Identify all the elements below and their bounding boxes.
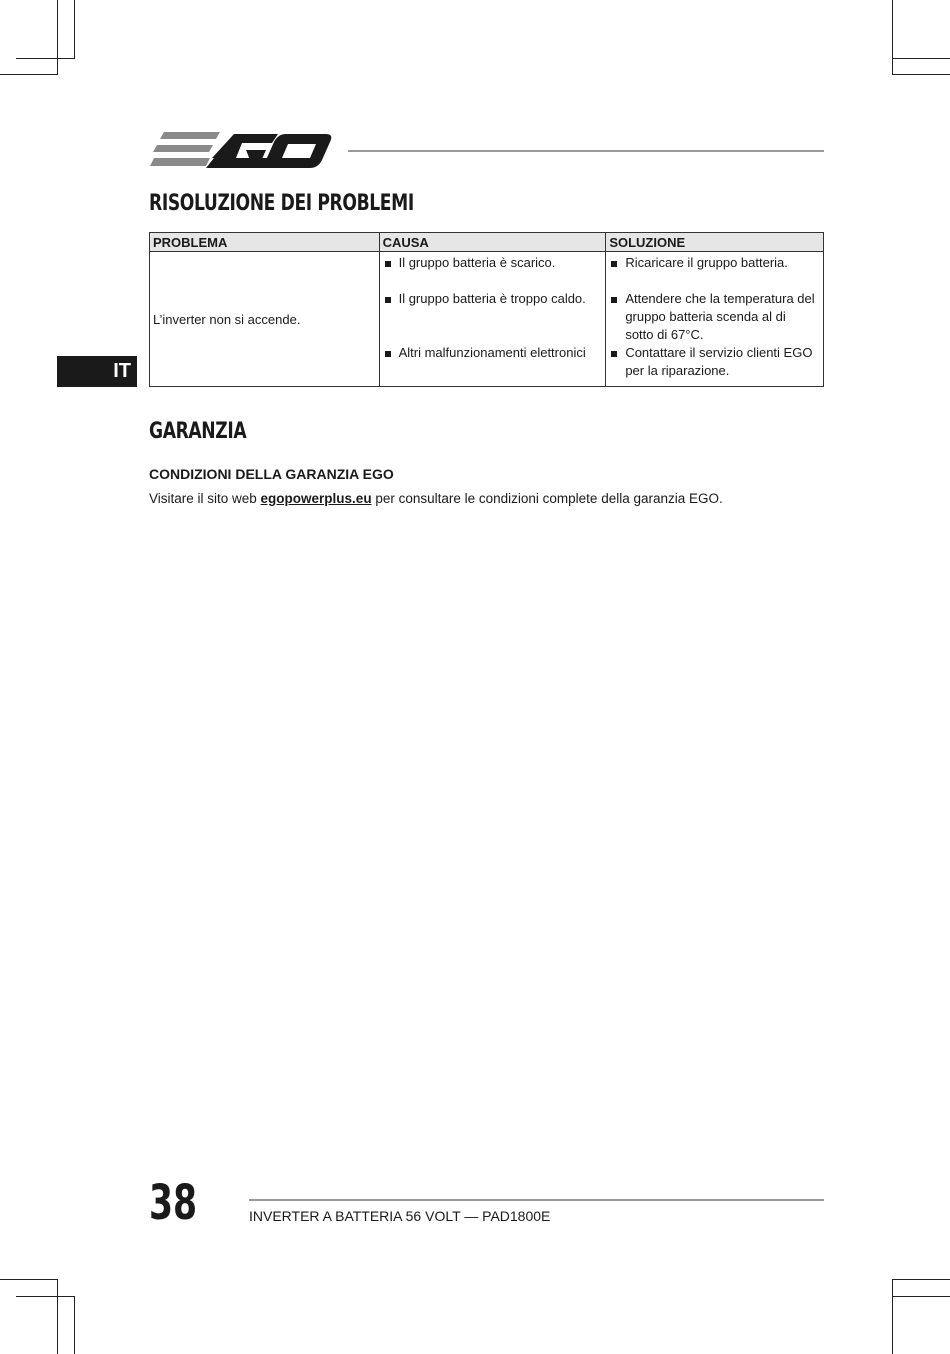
solution-cell bbox=[606, 252, 824, 387]
solution-item: Contattare il servizio clienti EGO per la riparazione. bbox=[611, 344, 817, 380]
footer-text: INVERTER A BATTERIA 56 VOLT — PAD1800E bbox=[249, 1208, 551, 1224]
solution-item: Attendere che la temperatura del gruppo batteria scenda al di sotto di 67°C. bbox=[611, 290, 817, 344]
crop-mark bbox=[892, 1296, 950, 1297]
footer-rule bbox=[249, 1199, 824, 1201]
crop-mark bbox=[892, 58, 950, 59]
warranty-text-after: per consultare le condizioni complete della garanzia EGO. bbox=[371, 491, 723, 506]
problem-text: L’inverter non si accende. bbox=[153, 311, 301, 327]
header-cause: CAUSA bbox=[379, 233, 606, 252]
cause-item: Altri malfunzionamenti elettronici bbox=[385, 344, 600, 362]
troubleshooting-title: RISOLUZIONE DEI PROBLEMI bbox=[149, 191, 414, 216]
header-problem: PROBLEMA bbox=[150, 233, 380, 252]
language-tab bbox=[57, 356, 137, 387]
warranty-paragraph bbox=[149, 491, 723, 506]
page-number: 38 bbox=[149, 1175, 198, 1231]
crop-mark bbox=[74, 1296, 75, 1354]
warranty-subtitle: CONDIZIONI DELLA GARANZIA EGO bbox=[149, 466, 394, 482]
crop-mark bbox=[0, 1279, 58, 1280]
warranty-link[interactable]: egopowerplus.eu bbox=[260, 491, 372, 506]
warranty-title: GARANZIA bbox=[149, 419, 247, 444]
cause-item: Il gruppo batteria è scarico. bbox=[385, 254, 600, 272]
table-row bbox=[150, 252, 824, 387]
solution-item: Ricaricare il gruppo batteria. bbox=[611, 254, 817, 272]
language-tab-label: IT bbox=[113, 360, 131, 382]
table-header-row bbox=[150, 233, 824, 252]
crop-mark bbox=[16, 58, 75, 59]
crop-mark bbox=[892, 0, 893, 75]
ego-logo bbox=[150, 130, 332, 170]
crop-mark bbox=[0, 74, 58, 75]
crop-mark bbox=[74, 0, 75, 58]
cause-item: Il gruppo batteria è troppo caldo. bbox=[385, 290, 600, 308]
crop-mark bbox=[57, 0, 58, 75]
crop-mark bbox=[57, 1279, 58, 1354]
header-rule bbox=[348, 150, 824, 152]
crop-mark bbox=[892, 74, 950, 75]
problem-cell bbox=[150, 252, 380, 387]
warranty-text-before: Visitare il sito web bbox=[149, 491, 261, 506]
crop-mark bbox=[16, 1296, 75, 1297]
crop-mark bbox=[892, 1279, 950, 1280]
header-solution: SOLUZIONE bbox=[606, 233, 824, 252]
troubleshooting-table bbox=[149, 232, 824, 387]
crop-mark bbox=[892, 1279, 893, 1354]
cause-cell bbox=[379, 252, 606, 387]
